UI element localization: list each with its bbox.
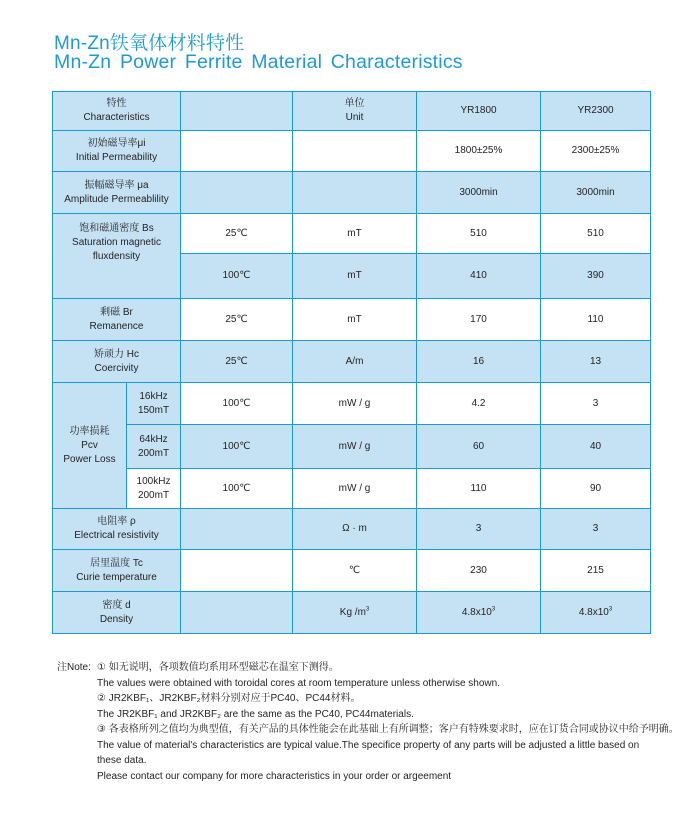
table-row [53, 550, 651, 592]
note-line: these data. [97, 755, 147, 766]
unit: A/m [293, 341, 417, 383]
value-yr2300: 40 [541, 425, 651, 469]
test-condition: 100kHz 200mT [127, 469, 181, 509]
condition: 25℃ [181, 214, 293, 254]
value-yr1800: 16 [417, 341, 541, 383]
value-yr1800: 1800±25% [417, 131, 541, 172]
note-line: ② JR2KBF₁、JR2KBF₂材料分别对应于PC40、PC44材料。 [97, 693, 361, 704]
condition: 100℃ [181, 425, 293, 469]
value-yr2300: 3 [541, 383, 651, 425]
condition: 100℃ [181, 469, 293, 509]
condition: 25℃ [181, 341, 293, 383]
unit: mT [293, 254, 417, 299]
test-condition: 64kHz 200mT [127, 425, 181, 469]
label-saturation: 饱和磁通密度 Bs Saturation magnetic fluxdensity [53, 214, 181, 299]
unit: mW / g [293, 425, 417, 469]
unit: Kg $/m^3$ [293, 592, 417, 634]
unit: mW / g [293, 469, 417, 509]
note-line: ③ 各表格所列之值均为典型值，有关产品的具体性能会在此基础上有所调整；客户有特殊要求时，应在订货合同或协议中给予明确。 [97, 724, 679, 735]
header-yr2300: YR2300 [541, 92, 651, 131]
label-coercivity: 矫顽力 Hc Coercivity [53, 341, 181, 383]
header-unit: 单位 Unit [293, 92, 417, 131]
value-yr2300: 2300±25% [541, 131, 651, 172]
value-yr2300: 3 [541, 509, 651, 550]
condition: 25℃ [181, 299, 293, 341]
notes-label: 注Note: [57, 662, 91, 673]
notes-block [57, 660, 687, 784]
value-yr1800: 3000min [417, 172, 541, 214]
characteristics-table [52, 91, 651, 634]
value-yr2300: 215 [541, 550, 651, 592]
table-row [53, 131, 651, 172]
label-curie: 居里温度 Tc Curie temperature [53, 550, 181, 592]
table-row [53, 425, 651, 469]
value-yr2300: 510 [541, 214, 651, 254]
condition: 100℃ [181, 383, 293, 425]
value-yr2300: 13 [541, 341, 651, 383]
note-line: Please contact our company for more characteristics in your order or argeement [97, 770, 452, 782]
table-row [53, 469, 651, 509]
note-line: ① 如无说明，各项数值均系用环型磁芯在温室下测得。 [97, 662, 339, 673]
value-yr2300: 390 [541, 254, 651, 299]
table-row [53, 383, 651, 425]
table-row [53, 341, 651, 383]
unit: mW / g [293, 383, 417, 425]
header-yr1800: YR1800 [417, 92, 541, 131]
unit: ℃ [293, 550, 417, 592]
label-resistivity: 电阻率 ρ Electrical resistivity [53, 509, 181, 550]
note-line: The values were obtained with toroidal cores at room temperature unless otherwise shown. [97, 677, 500, 689]
label-density: 密度 d Density [53, 592, 181, 634]
value-yr2300: $4.8x10^3$ [541, 592, 651, 634]
header-condition [181, 92, 293, 131]
table-row [53, 592, 651, 634]
value-yr1800: 410 [417, 254, 541, 299]
value-yr1800: 4.2 [417, 383, 541, 425]
table-row [53, 299, 651, 341]
value-yr2300: 110 [541, 299, 651, 341]
value-yr2300: 3000min [541, 172, 651, 214]
label-remanence: 剩磁 Br Remanence [53, 299, 181, 341]
label-amplitude-permeability: 振幅磁导率 μa Amplitude Permeablility [53, 172, 181, 214]
value-yr1800: 510 [417, 214, 541, 254]
test-condition: 16kHz 150mT [127, 383, 181, 425]
value-yr1800: 3 [417, 509, 541, 550]
table-row [53, 172, 651, 214]
unit: mT [293, 299, 417, 341]
header-characteristics: 特性 Characteristics [53, 92, 181, 131]
unit: mT [293, 214, 417, 254]
condition: 100℃ [181, 254, 293, 299]
page-title-zh: Mn-Zn铁氧体材料特性 [54, 33, 245, 54]
table-row [53, 509, 651, 550]
note-line: The value of material's characteristics are typical value.The specifice property of any parts will be adjusted a little based on [97, 739, 640, 751]
page-title-en: Mn-Zn Power Ferrite Material Characteristics [54, 51, 463, 73]
value-yr1800: 60 [417, 425, 541, 469]
unit: Ω · m [293, 509, 417, 550]
value-yr2300: 90 [541, 469, 651, 509]
label-initial-permeability: 初始磁导率μi Initial Permeability [53, 131, 181, 172]
value-yr1800: 170 [417, 299, 541, 341]
value-yr1800: 110 [417, 469, 541, 509]
table-row [53, 214, 651, 254]
label-power-loss: 功率损耗 Pcv Power Loss [53, 383, 127, 509]
note-line: The JR2KBF₁ and JR2KBF₂ are the same as the PC40, PC44materials. [97, 708, 414, 720]
value-yr1800: 230 [417, 550, 541, 592]
value-yr1800: $4.8x10^3$ [417, 592, 541, 634]
